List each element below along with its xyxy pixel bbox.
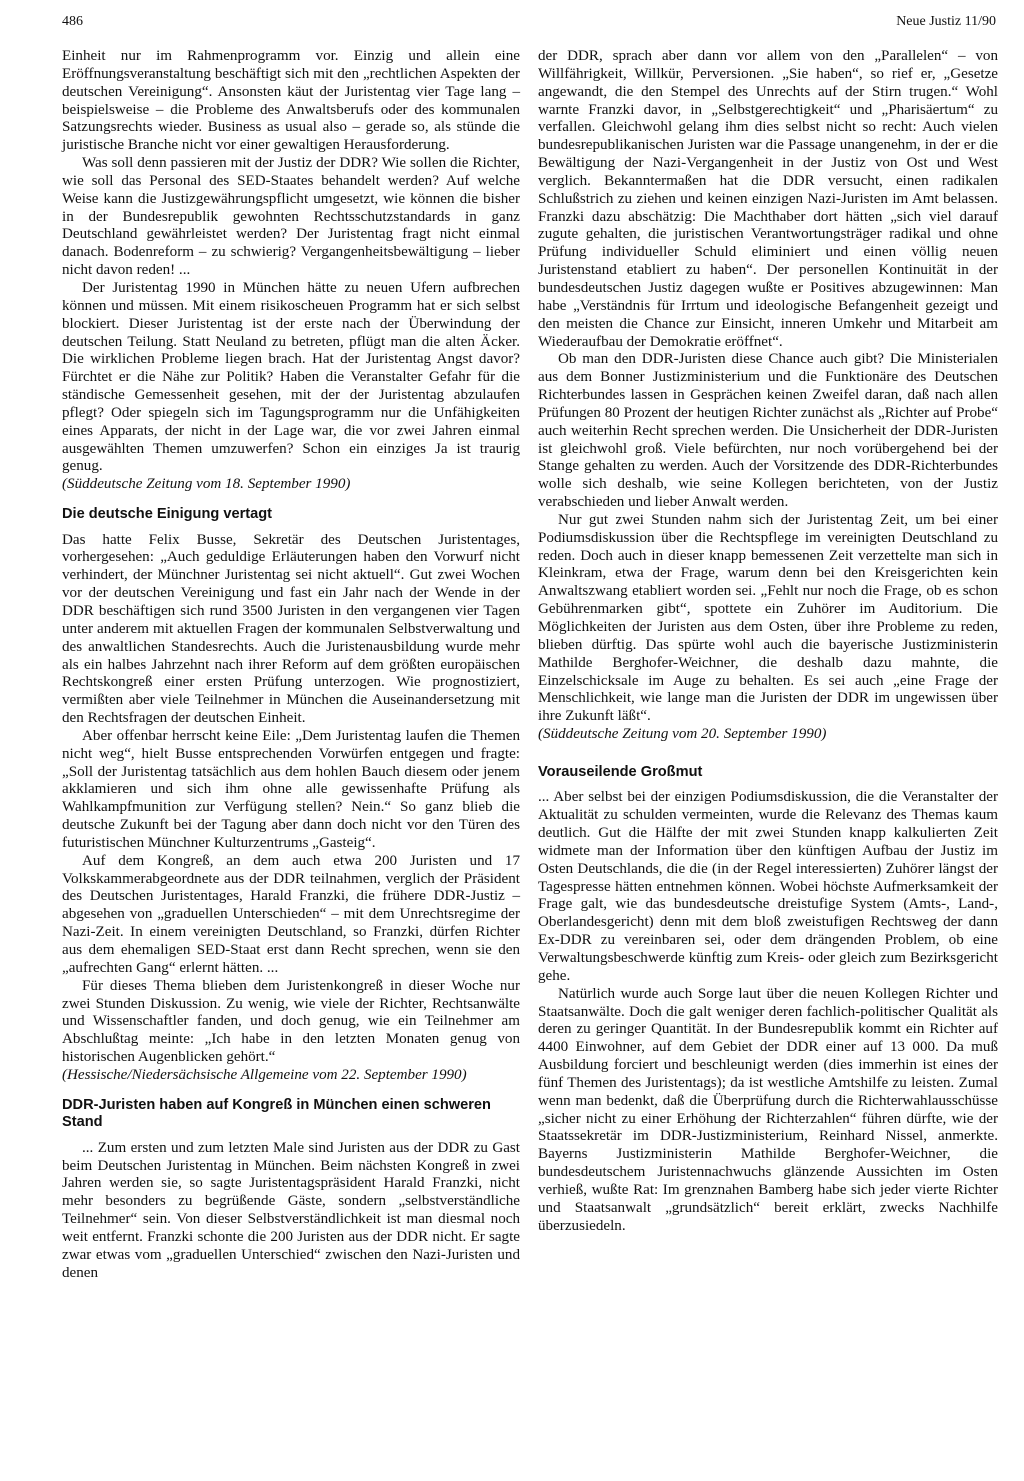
right-column: [538, 48, 998, 1236]
paragraph: Aber offenbar herrscht keine Eile: „Dem Juristentag laufen die Themen nicht weg“, hielt Busse entsprechenden Vorwürfen entgegen und fragte: „Soll der Juristentag tatsächlich aus dem hohlen Bauch diesem oder jenem akklamieren und sich ihm ohne alle gewissenhafte Prüfung als Wahlkampfmunition zur Verfügung stellen? Nein.“ So ganz blieb die deutsche Zukunft bei der Tagung aber dann doch nicht vor den Türen des futuristischen Münchner Kulturzentrums „Gasteig“.: [62, 727, 520, 851]
page-header: [62, 14, 996, 36]
paragraph: Was soll denn passieren mit der Justiz der DDR? Wie sollen die Richter, wie soll das Personal des SED-Staates behandelt werden? Auf welche Weise kann die Justizgewährungspflicht umgesetzt, wie können die bisher in der Bundesrepublik gewohnten Rechtsschutzstandards in ganz Deutschland gewährleistet werden? Der Juristentag fragt nicht einmal danach. Bodenreform – zu schwierig? Vergangenheitsbewältigung – lieber nicht davon reden! ...: [62, 155, 520, 279]
paragraph: Der Juristentag 1990 in München hätte zu neuen Ufern aufbrechen können und müssen. Mit einem risikoscheuen Programm hat er sich selbst blockiert. Dieser Juristentag ist der erste nach der Überwindung der deutschen Teilung. Statt Neuland zu betreten, pflügt man die alten Äcker. Die wirklichen Probleme liegen brach. Hat der Juristentag Angst davor? Fürchtet er die Nähe zur Politik? Haben die Veranstalter Gefahr für die ständische Gemessenheit gesehen, mit der der Juristentag abzulaufen pflegt? Oder spiegeln sich im Tagungsprogramm nur die Unfähigkeiten eines Apparats, der nicht in der Lage war, die vor zwei Jahren einmal ausgewählten Themen umzuwerfen? Schon ein einziges Ja ist traurig genug.: [62, 279, 520, 475]
paragraph: Für dieses Thema blieben dem Juristenkongreß in dieser Woche nur zwei Stunden Diskussion. Zu wenig, wie viele der Richter, Rechtsanwälte und Wissenschaftler fanden, und doch genug, wie ein Teilnehmer am Abschlußtag meinte: „Ich habe in den letzten Monaten genug von historischen Augenblicken gehört.“: [62, 977, 520, 1066]
section-heading: Vorauseilende Großmut: [538, 763, 703, 780]
paragraph: Ob man den DDR-Juristen diese Chance auch gibt? Die Ministerialen aus dem Bonner Justizministerium und die Funktionäre des Deutschen Richterbundes lassen in Gesprächen keinen Zweifel daran, daß nach allen Prüfungen 80 Prozent der heutigen Richter zunächst als „Richter auf Probe“ auch weiterhin Recht sprechen werden. Die Unsicherheit der DDR-Juristen ist gleichwohl groß. Viele befürchten, nur noch vorübergehend bei der Stange gehalten zu werden. Auch der Vorsitzende des DDR-Richterbundes wolle sich deshalb, wie seine Kollegen berichteten, von der Justiz verabschieden und lieber Anwalt werden.: [538, 351, 998, 511]
paragraph: ... Aber selbst bei der einzigen Podiumsdiskussion, die die Veranstalter der Aktualität zu schulden vermeinten, wurde die Relevanz des Themas kaum deutlich. Gut die Hälfte der mit zwei Stunden knapp kalkulierten Zeit widmete man der Information über den künftigen Aufbau der Justiz im Osten Deutschlands, die die (in der Regel interessierten) Zuhörer längst der Tagespresse hätten entnehmen können. Wobei höchste Aufmerksamkeit der Frage galt, wie das bundesdeutsche dreistufige System (Amts-, Land-, Oberlandesgericht) denn mit dem bloß zweistufigen Rechtsweg der dann Ex-DDR zu vereinbaren sei, oder dem drängenden Problem, ob eine Verwaltungsbeschwerde künftig zum Kreis- oder gleich zum Bezirksgericht gehe.: [538, 789, 998, 984]
paragraph: ... Zum ersten und zum letzten Male sind Juristen aus der DDR zu Gast beim Deutschen Juristentag in München. Beim nächsten Kongreß in zwei Jahren werden sie, so sagte Juristentagspräsident Harald Franzki, nicht mehr besonders zu begrüßende Gäste, sondern „selbstverständliche Teilnehmer“ sein. Von dieser Selbstverständlichkeit ist man diesmal noch weit entfernt. Franzki schonte die 200 Juristen aus der DDR nicht. Er sagte zwar etwas vom „graduellen Unterschied“ zwischen den Nazi-Juristen und denen: [62, 1139, 520, 1281]
paragraph: der DDR, sprach aber dann vor allem von den „Parallelen“ – von Willfährigkeit, Willkür, Perversionen. „Sie haben“, so rief er, „Gesetze angewandt, die den Stempel des Unrechts auf der Stirn trugen.“ Wohl warnte Franzki davor, in „Selbstgerechtigkeit“ und „Pharisäertum“ zu verfallen. Gleichwohl gelang ihm dies selbst nicht so recht: Auch vielen bundesrepublikanischen Juristen war die Passage unangenehm, in der er die Bewältigung der Nazi-Vergangenheit in der Justiz von Ost und West verglich. Bekanntermaßen hat die DDR versucht, einen radikalen Schlußstrich zu ziehen und keinen einzigen Nazi-Juristen im Amt belassen. Franzki dazu abschätzig: Die Machthaber dort hätten „sich viel darauf zugute gehalten, die juristischen Verantwortungsträger radikal und ohne Prüfung individueller Schuld eliminiert und einen völlig neuen Juristenstand etabliert zu haben“. Der personellen Kontinuität in der bundesdeutschen Justiz dagegen wußte er Positives abzugewinnen: Man habe „Verständnis für Irrtum und ideologische Befangenheit gezeigt und den meisten die Chance zur Einsicht, inneren Umkehr und Mitarbeit am Wiederaufbau der Demokratie eröffnet“.: [538, 48, 998, 350]
left-column: [62, 48, 520, 1283]
source-citation: (Hessische/Niedersächsische Allgemeine vom 22. September 1990): [62, 1066, 467, 1083]
journal-issue: Neue Justiz 11/90: [896, 14, 996, 29]
paragraph: Auf dem Kongreß, an dem auch etwa 200 Juristen und 17 Volkskammerabgeordnete aus der DDR teilnahmen, verglich der Präsident des Deutschen Juristentages, Harald Franzki, die frühere DDR-Justiz – abgesehen von „graduellen Unterschieden“ – mit dem Unrechtsregime der Nazi-Zeit. In einem vereinigten Deutschland, so Franzki, dürfen Richter aus dem ehemaligen SED-Staat erst dann Recht sprechen, wenn sie den „aufrechten Gang“ erlernt hätten. ...: [62, 852, 520, 976]
paragraph: Das hatte Felix Busse, Sekretär des Deutschen Juristentages, vorhergesehen: „Auch geduldige Erläuterungen haben den Vorwurf nicht verhindert, der Münchner Juristentag sei nicht aktuell“. Gut zwei Wochen vor der deutschen Vereinigung und fast ein Jahr nach der Wende in der DDR beschäftigen sich rund 3500 Juristen in den vergangenen vier Tagen unter anderem mit aktuellen Fragen der kommunalen Selbstverwaltung und des anwaltlichen Standesrechts. Auch die Juristenausbildung wurde mehr als ein halbes Jahrzehnt nach ihrer Reform auf dem größten europäischen Rechtskongreß einer ersten Prüfung unterzogen. Wie prognostiziert, vermißten aber viele Teilnehmer in München die Auseinandersetzung mit den Rechtsfragen der deutschen Einheit.: [62, 531, 520, 727]
section-heading: DDR-Juristen haben auf Kongreß in München einen schweren Stand: [62, 1096, 491, 1131]
source-citation: (Süddeutsche Zeitung vom 20. September 1990): [538, 726, 827, 743]
paragraph: Natürlich wurde auch Sorge laut über die neuen Kollegen Richter und Staatsanwälte. Doch die galt weniger deren fachlich-politischer Qualität als deren zu geringer Quantität. In der Bundesrepublik kommt ein Richter auf 4400 Einwohner, auf dem Gebiet der DDR einer auf 13 000. Da muß Ausbildung forciert und beschleunigt werden (dies immerhin ist eines der fünf Themen des Juristentags); da ist westliche Amtshilfe zu leisten. Zumal wenn man bedenkt, daß die Überprüfung durch die Richterwahlausschüsse „sicher nicht zu einer Erhöhung der Richterzahlen“ führen dürfte, wie der Staatssekretär im DDR-Justizministerium, Reinhard Nissel, anmerkte. Bayerns Justizministerin Mathilde Berghofer-Weichner, die bundesdeutschem Juristennachwuchs glänzende Aussichten im Osten verhieß, wußte Rat: Im grenznahen Bamberg habe sich jeder vierte Richter und Staatsanwalt „grundsätzlich“ bereit erklärt, zwecks Nachhilfe überzusiedeln.: [538, 985, 998, 1234]
page-number: 486: [62, 14, 83, 29]
paragraph: Einheit nur im Rahmenprogramm vor. Einzig und allein eine Eröffnungsveranstaltung beschäftigt sich mit den „rechtlichen Aspekten der deutschen Vereinigung“. Ansonsten käut der Juristentag vier Tage lang – beispielsweise – die Probleme des Anwaltsberufs oder des kommunalen Satzungsrechts wieder. Business as usual also – gerade so, als stünde die juristische Branche nicht vor einer gewaltigen Herausforderung.: [62, 48, 520, 154]
section-heading: Die deutsche Einigung vertagt: [62, 506, 273, 523]
paragraph: Nur gut zwei Stunden nahm sich der Juristentag Zeit, um bei einer Podiumsdiskussion über die Rechtspflege im vereinigten Deutschland zu reden. Doch auch in dieser knapp bemessenen Zeit verzettelte man sich in Kleinkram, etwa der Frage, warum denn bei den Kreisgerichten kein Anwaltszwang etabliert worden sei. „Fehlt nur noch die Frage, ob es schon Gebührenmarken gibt“, spottete ein Zuhörer im Auditorium. Die Möglichkeiten der Juristen aus dem Osten, über ihre Probleme zu reden, blieben dürftig. Das spürte wohl auch die bayerische Justizministerin Mathilde Berghofer-Weichner, die deshalb dazu mahnte, die Einzelschicksale im Auge zu behalten. Es sei auch „eine Frage der Menschlichkeit, wie lange man die Juristen der DDR im ungewissen über ihre Zukunft läßt“.: [538, 511, 998, 725]
source-citation: (Süddeutsche Zeitung vom 18. September 1990): [62, 476, 351, 493]
